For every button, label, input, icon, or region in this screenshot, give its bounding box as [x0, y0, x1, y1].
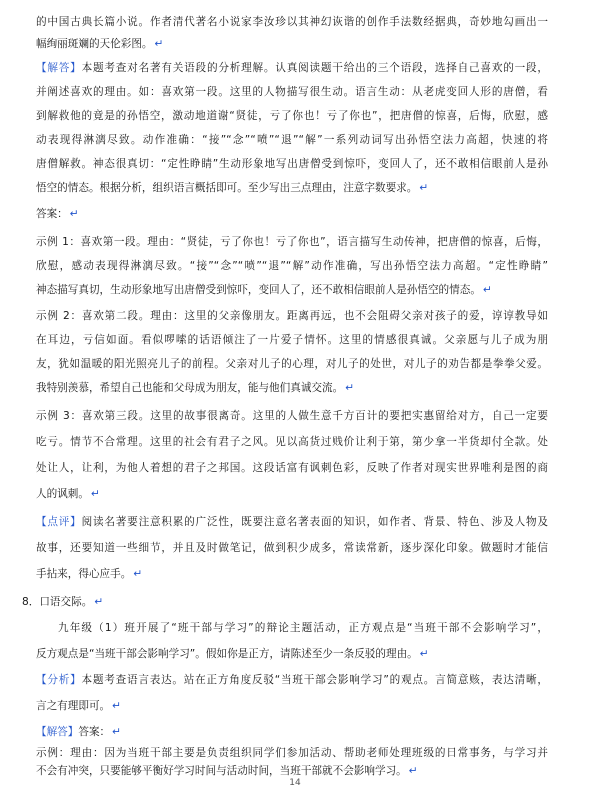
paragraph-line: 故事，还要知道一些细节，并且及时做笔记，做到积少成多，常读常新，逐步深化印象。做题时才能信	[36, 542, 548, 554]
paragraph-line: 示例 2：喜欢第二段。理由：这里的父亲像朋友。距离再远，也不会阻碍父亲对孩子的爱，谆谆教导如	[36, 310, 548, 322]
paragraph-line: 示例：理由：因为当班干部主要是负责组织同学们参加活动、帮助老师处理班级的日常事务，与学习并	[36, 747, 548, 759]
paragraph-line: 幅绚丽斑斓的天伦彩图。 ↵	[36, 38, 164, 50]
analysis-label: 【分析】	[36, 674, 82, 686]
paragraph-line: 并阐述喜欢的理由。如：喜欢第一段。这里的人物描写很生动。语言生动：从老虎变回人形的唐僧，看	[36, 86, 548, 98]
paragraph-line: 【解答】答案： ↵	[36, 726, 122, 738]
paragraph-line: 手拈来，得心应手。 ↵	[36, 568, 143, 580]
paragraph-line: 言之有理即可。 ↵	[36, 700, 122, 712]
paragraph-line: 示例 3：喜欢第三段。这里的故事很离奇。这里的人做生意千方百计的要把实惠留给对方，自己一定要	[36, 410, 548, 422]
paragraph-line: 我特别羡慕，希望自己也能和父母成为朋友，能与他们真诚交流。 ↵	[36, 382, 355, 394]
answer-label: 【解答】	[36, 726, 79, 738]
paragraph-line: 【解答】本题考查对名著有关语段的分析理解。认真阅读题干给出的三个语段，选择自己喜欢的一段，	[36, 62, 548, 74]
paragraph-line: 到解救他的竟是的孙悟空，激动地道谢“贤徒，亏了你也！亏了你也”，把唐僧的惊喜，后悔，欣慰，感	[36, 110, 548, 122]
paragraph-line: 唐僧解救。神态很真切：“定性睁睛”生动形象地写出唐僧受到惊吓，变回人了，还不敢相信眼前人是孙	[36, 158, 548, 170]
paragraph-line: 友，犹如温暖的阳光照亮儿子的前程。父亲对儿子的心理，对儿子的处世，对儿子的劝告都是拳拳父爱。	[36, 358, 548, 370]
paragraph-line: 九年级（1）班开展了“班干部与学习”的辩论主题活动，正方观点是“当班干部不会影响学习”，	[58, 622, 548, 634]
return-mark: ↵	[154, 38, 164, 50]
comment-label: 【点评】	[36, 516, 82, 528]
paragraph-line: 【点评】阅读名著要注意积累的广泛性，既要注意名著表面的知识，如作者、背景、特色、涉及人物及	[36, 516, 548, 528]
paragraph-line: 神态描写真切，生动形象地写出唐僧受到惊吓，变回人了，还不敢相信眼前人是孙悟空的情态。 ↵	[36, 284, 492, 296]
paragraph-line: 处让人，让利，为他人着想的君子之邦国。这段话富有讽刺色彩，反映了作者对现实世界唯利是图的商	[36, 462, 548, 474]
page-number: 14	[289, 778, 301, 788]
paragraph-line: 在耳边，亏信如面。看似啰嗦的话语倾注了一片爱子情怀。这里的情感很真诚。父亲愿与儿子成为朋	[36, 334, 548, 346]
paragraph-line: 不会有冲突，只要能够平衡好学习时间与活动时间，当班干部就不会影响学习。 ↵	[36, 765, 418, 777]
paragraph-line: 人的讽刺。 ↵	[36, 488, 100, 500]
paragraph-line: 反方观点是“当班干部会影响学习”。假如你是正方，请陈述至少一条反驳的理由。 ↵	[36, 648, 429, 660]
paragraph-line: 【分析】本题考查语言表达。站在正方角度反驳“当班干部会影响学习”的观点。言简意赅，表达清晰，	[36, 674, 548, 686]
paragraph-line: 吃亏。情节不合常理。这里的社会有君子之风。见以高货过贱价让利于第，第少拿一半货却付全款。处	[36, 436, 548, 448]
paragraph-line: 悟空的情态。根据分析，组织语言概括即可。至少写出三点理由，注意字数要求。 ↵	[36, 182, 429, 194]
answer-heading: 答案： ↵	[36, 208, 79, 220]
paragraph-line: 动表现得淋漓尽致。动作准确：“接”“念”“喷”“退”“解”一系列动词写出孙悟空法力高超，快速的将	[36, 134, 548, 146]
paragraph-line: 的中国古典长篇小说。作者清代著名小说家李汝珍以其神幻诙谐的创作手法数经据典，奇妙地勾画出一	[36, 16, 548, 28]
paragraph-line: 示例 1：喜欢第一段。理由：“贤徒，亏了你也！亏了你也”，语言描写生动传神，把唐僧的惊喜，后悔，	[36, 236, 548, 248]
question-heading: 8．口语交际。 ↵	[22, 596, 104, 608]
answer-label: 【解答】	[36, 62, 82, 74]
paragraph-line: 欣慰，感动表现得淋漓尽致。“接”“念”“喷”“退”“解”动作准确，写出孙悟空法力高超。“定性睁睛”	[36, 260, 548, 272]
